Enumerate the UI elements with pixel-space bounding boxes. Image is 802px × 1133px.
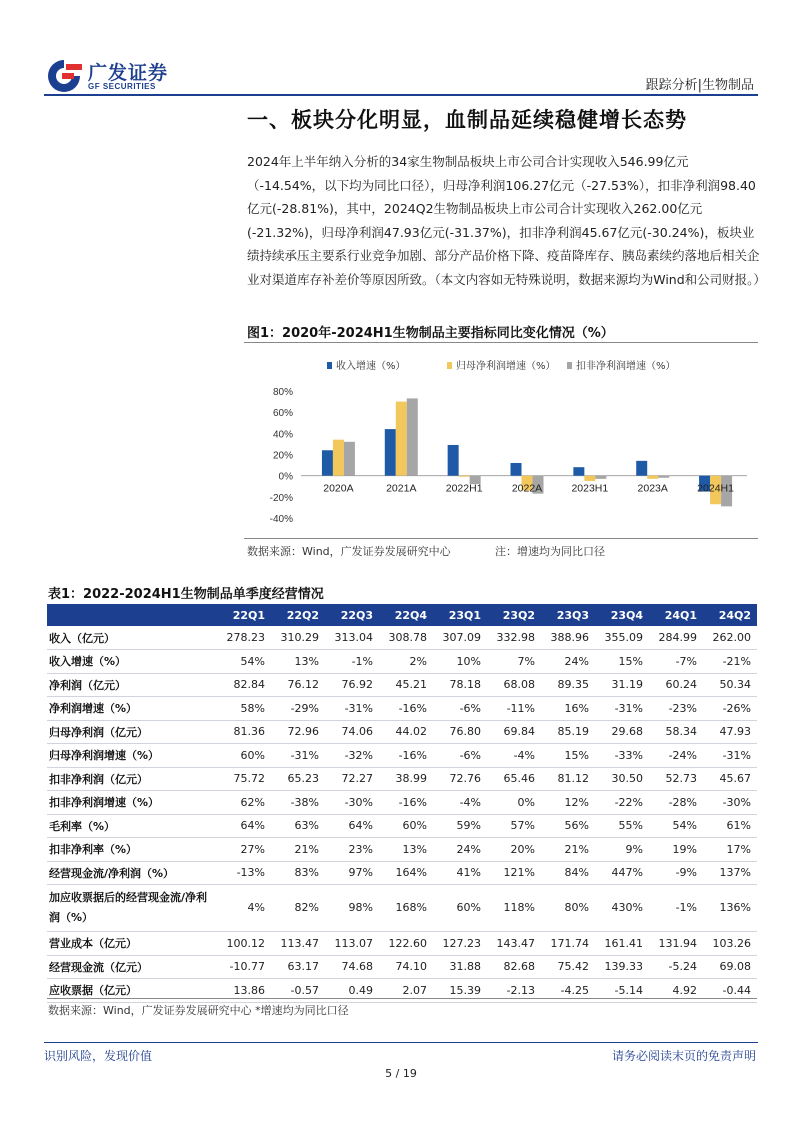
- table-cell: 21%: [541, 838, 595, 862]
- table-cell: 121%: [487, 861, 541, 885]
- table-header-cell: 22Q3: [325, 604, 379, 626]
- table-cell: -31%: [271, 744, 325, 768]
- table-cell: 50.34: [703, 673, 757, 697]
- x-tick-label: 2021A: [386, 482, 417, 495]
- footer-disclaimer: 请务必阅读末页的免责声明: [611, 1049, 756, 1063]
- table-header-cell: 22Q2: [271, 604, 325, 626]
- table-row: [47, 861, 757, 885]
- y-tick-label: -40%: [269, 514, 293, 525]
- table-cell: 307.09: [433, 626, 487, 650]
- table-cell: 72.27: [325, 767, 379, 791]
- bar-2022H1-0: [448, 445, 459, 476]
- table-cell: 54%: [649, 814, 703, 838]
- table-cell: -38%: [271, 791, 325, 815]
- table-cell: 82.68: [487, 955, 541, 979]
- x-tick-label: 2022A: [511, 482, 543, 495]
- bar-2023A-1: [647, 476, 658, 479]
- table-title: 表1：2022-2024H1生物制品单季度经营情况: [48, 587, 324, 602]
- y-tick-label: 80%: [272, 387, 293, 398]
- table-cell: 103.26: [703, 932, 757, 956]
- table-row-label: 经营现金流/净利润（%）: [47, 861, 217, 885]
- table-row: [47, 720, 757, 744]
- table-cell: 59%: [433, 814, 487, 838]
- table-cell: 74.06: [325, 720, 379, 744]
- table-cell: 161.41: [595, 932, 649, 956]
- table-cell: 118%: [487, 885, 541, 932]
- table-cell: 58%: [217, 697, 271, 721]
- table-cell: 44.02: [379, 720, 433, 744]
- table-bottom-divider: [47, 998, 757, 999]
- table-cell: 72.96: [271, 720, 325, 744]
- table-cell: 78.18: [433, 673, 487, 697]
- table-cell: 69.84: [487, 720, 541, 744]
- table-cell: 98%: [325, 885, 379, 932]
- table-cell: 74.68: [325, 955, 379, 979]
- table-cell: 332.98: [487, 626, 541, 650]
- footer-divider: [44, 1042, 758, 1043]
- table-row-label: 收入增速（%）: [47, 650, 217, 674]
- table-cell: 284.99: [649, 626, 703, 650]
- table-cell: 113.47: [271, 932, 325, 956]
- table-cell: -0.57: [271, 979, 325, 1003]
- table-row: [47, 626, 757, 650]
- table-cell: 15%: [541, 744, 595, 768]
- table-cell: 45.21: [379, 673, 433, 697]
- table-cell: 52.73: [649, 767, 703, 791]
- table-cell: 63%: [271, 814, 325, 838]
- table-cell: 10%: [433, 650, 487, 674]
- legend-label: 归母净利润增速（%）: [456, 361, 556, 372]
- table-cell: -4.25: [541, 979, 595, 1003]
- table-cell: 89.35: [541, 673, 595, 697]
- table-cell: 19%: [649, 838, 703, 862]
- table-cell: -23%: [649, 697, 703, 721]
- table-cell: 4%: [217, 885, 271, 932]
- table-cell: 85.19: [541, 720, 595, 744]
- table-cell: 74.10: [379, 955, 433, 979]
- x-tick-label: 2024H1: [697, 482, 734, 495]
- growth-bar-chart: [247, 346, 757, 538]
- table-row: [47, 814, 757, 838]
- table-cell: -16%: [379, 697, 433, 721]
- logo-chinese-name: 广发证券: [88, 62, 169, 84]
- table-cell: 447%: [595, 861, 649, 885]
- table-cell: 82%: [271, 885, 325, 932]
- table-header-cell: 23Q4: [595, 604, 649, 626]
- table-row: [47, 955, 757, 979]
- legend-swatch: [447, 362, 452, 369]
- table-cell: 27%: [217, 838, 271, 862]
- table-header-row: [47, 604, 757, 626]
- table-cell: 65.46: [487, 767, 541, 791]
- table-cell: 24%: [541, 650, 595, 674]
- table-cell: 63.17: [271, 955, 325, 979]
- table-row-label: 归母净利润（亿元）: [47, 720, 217, 744]
- figure-note: 注：增速均为同比口径: [495, 545, 605, 558]
- y-tick-label: 0%: [278, 471, 293, 483]
- table-row-label: 扣非净利润增速（%）: [47, 791, 217, 815]
- bar-2021A-2: [407, 398, 418, 475]
- quarterly-operations-table: [47, 604, 757, 1003]
- y-tick-label: 60%: [272, 408, 293, 420]
- table-cell: -29%: [271, 697, 325, 721]
- x-tick-label: 2020A: [323, 482, 354, 495]
- x-tick-label: 2023H1: [571, 482, 609, 495]
- table-cell: 430%: [595, 885, 649, 932]
- table-row-label: 扣非净利率（%）: [47, 838, 217, 862]
- table-cell: -16%: [379, 791, 433, 815]
- y-tick-label: 20%: [272, 450, 293, 462]
- table-cell: 81.12: [541, 767, 595, 791]
- table-cell: -9%: [649, 861, 703, 885]
- logo-english-name: GF SECURITIES: [88, 82, 156, 91]
- table-cell: 97%: [325, 861, 379, 885]
- y-tick-label: -20%: [269, 492, 293, 504]
- table-cell: 75.42: [541, 955, 595, 979]
- table-cell: 84%: [541, 861, 595, 885]
- table-row-label: 经营现金流（亿元）: [47, 955, 217, 979]
- table-cell: 80%: [541, 885, 595, 932]
- table-row-label: 收入（亿元）: [47, 626, 217, 650]
- table-cell: -24%: [649, 744, 703, 768]
- table-cell: -31%: [325, 697, 379, 721]
- table-row-label: 加应收票据后的经营现金流/净利润（%）: [47, 885, 217, 932]
- table-cell: 23%: [325, 838, 379, 862]
- table-cell: 278.23: [217, 626, 271, 650]
- table-header-cell: 22Q4: [379, 604, 433, 626]
- table-cell: 7%: [487, 650, 541, 674]
- table-cell: 54%: [217, 650, 271, 674]
- header-divider: [44, 94, 758, 96]
- table-cell: 56%: [541, 814, 595, 838]
- table-cell: -32%: [325, 744, 379, 768]
- table-cell: 21%: [271, 838, 325, 862]
- figure-source: 数据来源：Wind，广发证券发展研究中心: [247, 545, 451, 558]
- table-cell: 100.12: [217, 932, 271, 956]
- table-header-cell: 24Q1: [649, 604, 703, 626]
- table-header-cell: 23Q1: [433, 604, 487, 626]
- table-row-label: 应收票据（亿元）: [47, 979, 217, 1003]
- table-cell: -26%: [703, 697, 757, 721]
- table-cell: 136%: [703, 885, 757, 932]
- bar-2022A-0: [511, 463, 522, 476]
- table-cell: 13%: [271, 650, 325, 674]
- table-cell: -31%: [703, 744, 757, 768]
- table-cell: -6%: [433, 744, 487, 768]
- table-cell: -2.13: [487, 979, 541, 1003]
- table-cell: 75.72: [217, 767, 271, 791]
- table-cell: 69.08: [703, 955, 757, 979]
- table-cell: 143.47: [487, 932, 541, 956]
- table-cell: 57%: [487, 814, 541, 838]
- table-row: [47, 791, 757, 815]
- table-cell: 122.60: [379, 932, 433, 956]
- table-cell: -5.14: [595, 979, 649, 1003]
- table-cell: 139.33: [595, 955, 649, 979]
- table-row: [47, 932, 757, 956]
- table-row-label: 净利润（亿元）: [47, 673, 217, 697]
- table-row: [47, 767, 757, 791]
- bar-2020A-2: [344, 442, 355, 476]
- table-cell: -13%: [217, 861, 271, 885]
- table-cell: 76.80: [433, 720, 487, 744]
- table-cell: 4.92: [649, 979, 703, 1003]
- table-row-label: 营业成本（亿元）: [47, 932, 217, 956]
- table-cell: 81.36: [217, 720, 271, 744]
- table-cell: 76.92: [325, 673, 379, 697]
- bar-2023H1-2: [595, 476, 606, 479]
- section-title: 一、板块分化明显，血制品延续稳健增长态势: [247, 108, 687, 132]
- table-cell: 31.19: [595, 673, 649, 697]
- x-tick-label: 2022H1: [445, 482, 483, 495]
- summary-paragraph: 2024年上半年纳入分析的34家生物制品板块上市公司合计实现收入546.99亿元（-14.54%，以下均为同比口径），归母净利润106.27亿元（-27.53%），扣非净利润98.40亿元(-28.81%)，其中，2024Q2生物制品板块上市公司合计实现收入262.00亿元(-21.32%)，归母净利润47.93亿元(-31.37%)，扣非净利润45.67亿元(-30.24%)，板块业绩持续承压主要系行业竞争加剧、部分产品价格下降、疫苗降库存、胰岛素续约落地后相关企业对渠道库存补差价等原因所致。（本文内容如无特殊说明，数据来源均为Wind和公司财报。）: [247, 154, 766, 287]
- table-cell: -33%: [595, 744, 649, 768]
- table-header-cell: 22Q1: [217, 604, 271, 626]
- footer-slogan: 识别风险，发现价值: [44, 1049, 153, 1063]
- table-cell: 388.96: [541, 626, 595, 650]
- company-logo: [44, 58, 194, 98]
- table-cell: 2.07: [379, 979, 433, 1003]
- table-cell: 45.67: [703, 767, 757, 791]
- table-cell: 38.99: [379, 767, 433, 791]
- table-cell: 55%: [595, 814, 649, 838]
- table-cell: -16%: [379, 744, 433, 768]
- table-cell: 15%: [595, 650, 649, 674]
- table-cell: 62%: [217, 791, 271, 815]
- table-cell: 30.50: [595, 767, 649, 791]
- table-cell: 137%: [703, 861, 757, 885]
- bar-2023H1-0: [573, 467, 584, 475]
- table-cell: 13%: [379, 838, 433, 862]
- table-cell: 65.23: [271, 767, 325, 791]
- table-cell: -4%: [487, 744, 541, 768]
- y-tick-label: 40%: [272, 429, 293, 441]
- table-cell: 9%: [595, 838, 649, 862]
- table-cell: 16%: [541, 697, 595, 721]
- figure-title: 图1：2020年-2024H1生物制品主要指标同比变化情况（%）: [247, 326, 614, 341]
- table-row-label: 归母净利润增速（%）: [47, 744, 217, 768]
- table-cell: 12%: [541, 791, 595, 815]
- table-cell: 171.74: [541, 932, 595, 956]
- table-cell: -21%: [703, 650, 757, 674]
- table-cell: 82.84: [217, 673, 271, 697]
- figure-source-divider: [244, 538, 758, 539]
- table-cell: -30%: [703, 791, 757, 815]
- table-header-cell: 23Q2: [487, 604, 541, 626]
- table-cell: 15.39: [433, 979, 487, 1003]
- table-row: [47, 650, 757, 674]
- table-cell: 64%: [217, 814, 271, 838]
- table-row: [47, 838, 757, 862]
- table-cell: 168%: [379, 885, 433, 932]
- table-cell: 83%: [271, 861, 325, 885]
- table-header-cell: 24Q2: [703, 604, 757, 626]
- table-cell: -4%: [433, 791, 487, 815]
- table-cell: 76.12: [271, 673, 325, 697]
- table-row-label: 净利润增速（%）: [47, 697, 217, 721]
- table-cell: 68.08: [487, 673, 541, 697]
- table-cell: 41%: [433, 861, 487, 885]
- table-cell: 17%: [703, 838, 757, 862]
- table-cell: -10.77: [217, 955, 271, 979]
- table-cell: 31.88: [433, 955, 487, 979]
- bar-2023A-2: [658, 476, 669, 478]
- legend-swatch: [567, 362, 572, 369]
- table-cell: -30%: [325, 791, 379, 815]
- table-header-corner: [47, 604, 217, 626]
- table-cell: -6%: [433, 697, 487, 721]
- table-cell: 60%: [217, 744, 271, 768]
- table-cell: -0.44: [703, 979, 757, 1003]
- table-cell: 0.49: [325, 979, 379, 1003]
- table-cell: 24%: [433, 838, 487, 862]
- page-number: 5 / 19: [385, 1067, 417, 1080]
- table-cell: 60%: [433, 885, 487, 932]
- bar-2023A-0: [636, 461, 647, 476]
- table-row: [47, 885, 757, 932]
- table-cell: 131.94: [649, 932, 703, 956]
- table-cell: -1%: [325, 650, 379, 674]
- bar-2020A-0: [322, 450, 333, 475]
- bar-2021A-1: [396, 402, 407, 476]
- table-cell: 308.78: [379, 626, 433, 650]
- table-cell: 313.04: [325, 626, 379, 650]
- table-cell: 113.07: [325, 932, 379, 956]
- table-cell: 60%: [379, 814, 433, 838]
- table-row-label: 毛利率（%）: [47, 814, 217, 838]
- table-cell: 29.68: [595, 720, 649, 744]
- figure-title-divider: [244, 342, 758, 343]
- table-cell: 47.93: [703, 720, 757, 744]
- table-cell: 58.34: [649, 720, 703, 744]
- table-header-cell: 23Q3: [541, 604, 595, 626]
- table-cell: 0%: [487, 791, 541, 815]
- table-cell: 72.76: [433, 767, 487, 791]
- bar-2021A-0: [385, 429, 396, 476]
- table-cell: 13.86: [217, 979, 271, 1003]
- table-cell: 127.23: [433, 932, 487, 956]
- table-cell: -11%: [487, 697, 541, 721]
- table-cell: 20%: [487, 838, 541, 862]
- table-row: [47, 697, 757, 721]
- table-cell: -5.24: [649, 955, 703, 979]
- table-row-label: 扣非净利润（亿元）: [47, 767, 217, 791]
- table-cell: -1%: [649, 885, 703, 932]
- bar-2023H1-1: [584, 476, 595, 481]
- table-cell: 310.29: [271, 626, 325, 650]
- x-tick-label: 2023A: [637, 482, 668, 495]
- report-category-tag: 跟踪分析|生物制品: [645, 78, 754, 93]
- table-row: [47, 673, 757, 697]
- legend-label: 扣非净利润增速（%）: [576, 361, 676, 372]
- gf-logo-icon: [44, 58, 84, 94]
- legend-swatch: [327, 362, 332, 369]
- table-cell: -31%: [595, 697, 649, 721]
- table-cell: -28%: [649, 791, 703, 815]
- legend-label: 收入增速（%）: [336, 361, 406, 372]
- table-source: 数据来源：Wind，广发证券发展研究中心 *增速均为同比口径: [48, 1004, 349, 1017]
- table-cell: -7%: [649, 650, 703, 674]
- table-cell: 262.00: [703, 626, 757, 650]
- table-cell: 355.09: [595, 626, 649, 650]
- table-cell: 64%: [325, 814, 379, 838]
- bar-2022H1-1: [459, 476, 470, 477]
- bar-2020A-1: [333, 440, 344, 476]
- table-cell: 60.24: [649, 673, 703, 697]
- table-row: [47, 744, 757, 768]
- table-cell: 61%: [703, 814, 757, 838]
- table-cell: 2%: [379, 650, 433, 674]
- table-cell: 164%: [379, 861, 433, 885]
- table-cell: -22%: [595, 791, 649, 815]
